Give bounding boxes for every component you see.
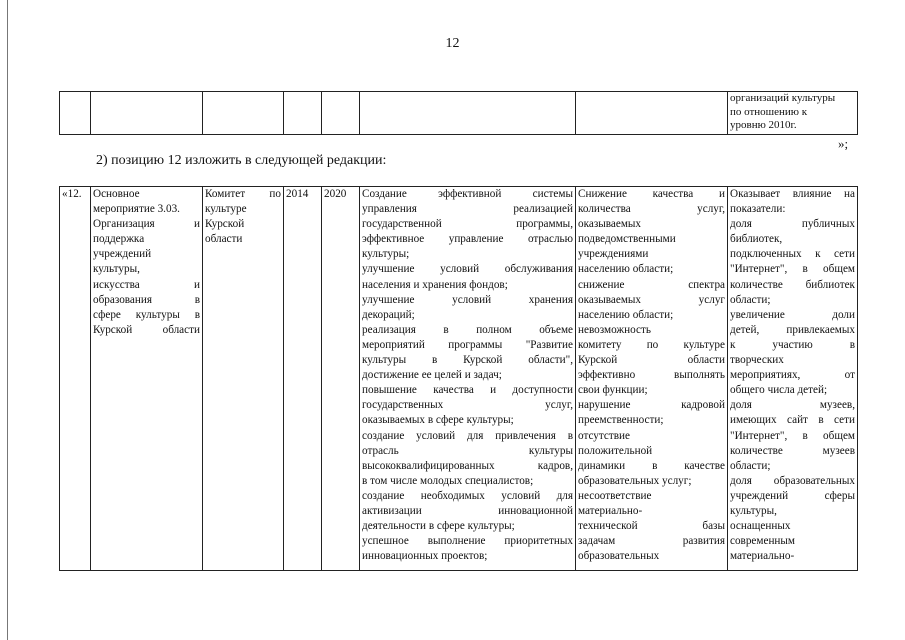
text-line: поддержка xyxy=(93,233,145,246)
text-line: области; xyxy=(730,459,771,472)
text-line: населению области; xyxy=(578,263,674,276)
text-line: подключенных к сети xyxy=(730,248,855,261)
text-line: количестве музеев xyxy=(730,444,855,457)
text-line: доля образовательных xyxy=(730,474,855,487)
text-line: современным xyxy=(730,535,796,548)
text-line: повышение качества и доступности xyxy=(362,384,573,397)
text-line: области; xyxy=(730,293,771,306)
text-line: Комитет по xyxy=(205,188,281,200)
text-line: задачам развития xyxy=(578,535,725,548)
text-line: преемственности; xyxy=(578,414,664,427)
start-year: 2014 xyxy=(286,188,309,200)
text-line: культуре xyxy=(205,203,247,216)
text-line: Создание эффективной системы xyxy=(362,188,573,200)
text-line: комитету по культуре xyxy=(578,338,725,351)
amendment-instruction: 2) позицию 12 изложить в следующей редакции: xyxy=(96,153,387,168)
text-line: динамики в качестве xyxy=(578,459,725,472)
text-line: учреждениями xyxy=(578,248,649,261)
text-line: учреждений xyxy=(93,248,152,261)
text-line: мероприятие 3.03. xyxy=(93,203,180,216)
text-line: улучшение условий обслуживания xyxy=(362,263,573,276)
text-line: государственных услуг, xyxy=(362,399,573,412)
end-year: 2020 xyxy=(324,188,347,200)
text-line: Организация и xyxy=(93,218,200,231)
row-number-cell xyxy=(60,187,91,571)
end-year-cell xyxy=(322,187,360,571)
text-line: улучшение условий хранения xyxy=(362,293,573,306)
table-row xyxy=(60,92,858,135)
text-line: имеющих сайт в сети xyxy=(730,414,855,427)
text-line: доля публичных xyxy=(730,218,855,231)
text-line: "Интернет", в общем xyxy=(730,263,855,276)
consequences-cell xyxy=(576,187,728,571)
text-line: оказываемых услуг xyxy=(578,293,725,306)
page-number: 12 xyxy=(445,36,460,51)
text-line: количестве библиотек xyxy=(730,278,855,291)
text-line: искусства и xyxy=(93,278,200,291)
text-line: достижение ее целей и задач; xyxy=(362,369,502,382)
text-line: количества услуг, xyxy=(578,203,725,216)
table-cell xyxy=(60,92,91,135)
text-line: высококвалифицированных кадров, xyxy=(362,459,573,472)
text-line: образовательных xyxy=(578,550,660,563)
text-line: учреждений сферы xyxy=(730,489,855,502)
executor-cell xyxy=(203,187,284,571)
text-line: управления реализацией xyxy=(362,203,573,216)
text-line: культуры; xyxy=(362,248,410,261)
text-line: оснащенных xyxy=(730,520,791,533)
table-cell xyxy=(91,92,203,135)
results-cell xyxy=(360,187,576,571)
text-line: Оказывает влияние на xyxy=(730,188,855,200)
table-row xyxy=(60,187,858,571)
table-cell xyxy=(284,92,322,135)
text-line: эффективно выполнять xyxy=(578,369,725,382)
text-line: уровню 2010г. xyxy=(730,119,797,131)
text-line: материально- xyxy=(730,550,795,563)
text-line: населения и хранения фондов; xyxy=(362,278,508,291)
text-line: Основное xyxy=(93,188,140,200)
text-line: реализация в полном объеме xyxy=(362,323,573,336)
text-line: положительной xyxy=(578,444,653,457)
indicators-cell xyxy=(728,187,858,571)
text-line: библиотек, xyxy=(730,233,783,246)
text-line: культуры, xyxy=(730,504,777,517)
text-line: Курской области xyxy=(93,323,200,336)
text-line: активизации инновационной xyxy=(362,504,573,517)
text-line: организаций культуры xyxy=(730,92,836,104)
text-line: государственной программы, xyxy=(362,218,573,231)
text-line: отсутствие xyxy=(578,429,630,442)
closing-quote: »; xyxy=(838,136,849,151)
text-line: мероприятий программы "Развитие xyxy=(362,338,573,351)
text-line: Курской xyxy=(205,218,245,231)
text-line: мероприятиях, от xyxy=(730,369,855,382)
previous-table-fragment xyxy=(59,91,858,135)
text-line: нарушение кадровой xyxy=(578,399,725,412)
text-line: образовательных услуг; xyxy=(578,474,692,487)
text-line: эффективное управление отраслью xyxy=(362,233,573,246)
text-line: общего числа детей; xyxy=(730,384,828,397)
indicator-cell-fragment xyxy=(728,92,858,135)
table-cell xyxy=(322,92,360,135)
text-line: сфере культуры в xyxy=(93,308,200,321)
text-line: доля музеев, xyxy=(730,399,855,412)
text-line: образования в xyxy=(93,293,200,306)
text-line: к участию в xyxy=(730,338,855,351)
text-line: технической базы xyxy=(578,520,725,533)
text-line: несоответствие xyxy=(578,489,652,502)
page-edge-line xyxy=(7,0,8,640)
text-line: декораций; xyxy=(362,308,415,321)
text-line: подведомственными xyxy=(578,233,676,246)
text-line: культуры, xyxy=(93,263,140,276)
text-line: культуры в Курской области", xyxy=(362,354,573,367)
text-line: населению области; xyxy=(578,308,674,321)
text-line: увеличение доли xyxy=(730,308,855,321)
text-line: инновационных проектов; xyxy=(362,550,488,563)
text-line: материально- xyxy=(578,504,643,517)
start-year-cell xyxy=(284,187,322,571)
program-table xyxy=(59,186,858,571)
text-line: отрасль культуры xyxy=(362,444,573,457)
table-cell xyxy=(576,92,728,135)
row-number: «12. xyxy=(62,188,82,200)
table-cell xyxy=(360,92,576,135)
text-line: в том числе молодых специалистов; xyxy=(362,474,534,487)
text-line: создание необходимых условий для xyxy=(362,489,573,502)
text-line: успешное выполнение приоритетных xyxy=(362,535,573,548)
text-line: невозможность xyxy=(578,323,651,336)
table-cell xyxy=(203,92,284,135)
measure-cell xyxy=(91,187,203,571)
text-line: области xyxy=(205,233,243,246)
text-line: снижение спектра xyxy=(578,278,725,291)
text-line: оказываемых xyxy=(578,218,642,231)
text-line: оказываемых в сфере культуры; xyxy=(362,414,514,427)
text-line: свои функции; xyxy=(578,384,648,397)
text-line: Снижение качества и xyxy=(578,188,725,200)
text-line: "Интернет", в общем xyxy=(730,429,855,442)
text-line: создание условий для привлечения в xyxy=(362,429,573,442)
text-line: творческих xyxy=(730,354,784,367)
text-line: детей, привлекаемых xyxy=(730,323,855,336)
text-line: деятельности в сфере культуры; xyxy=(362,520,515,533)
text-line: по отношению к xyxy=(730,105,808,118)
text-line: Курской области xyxy=(578,354,725,367)
text-line: показатели: xyxy=(730,203,786,216)
